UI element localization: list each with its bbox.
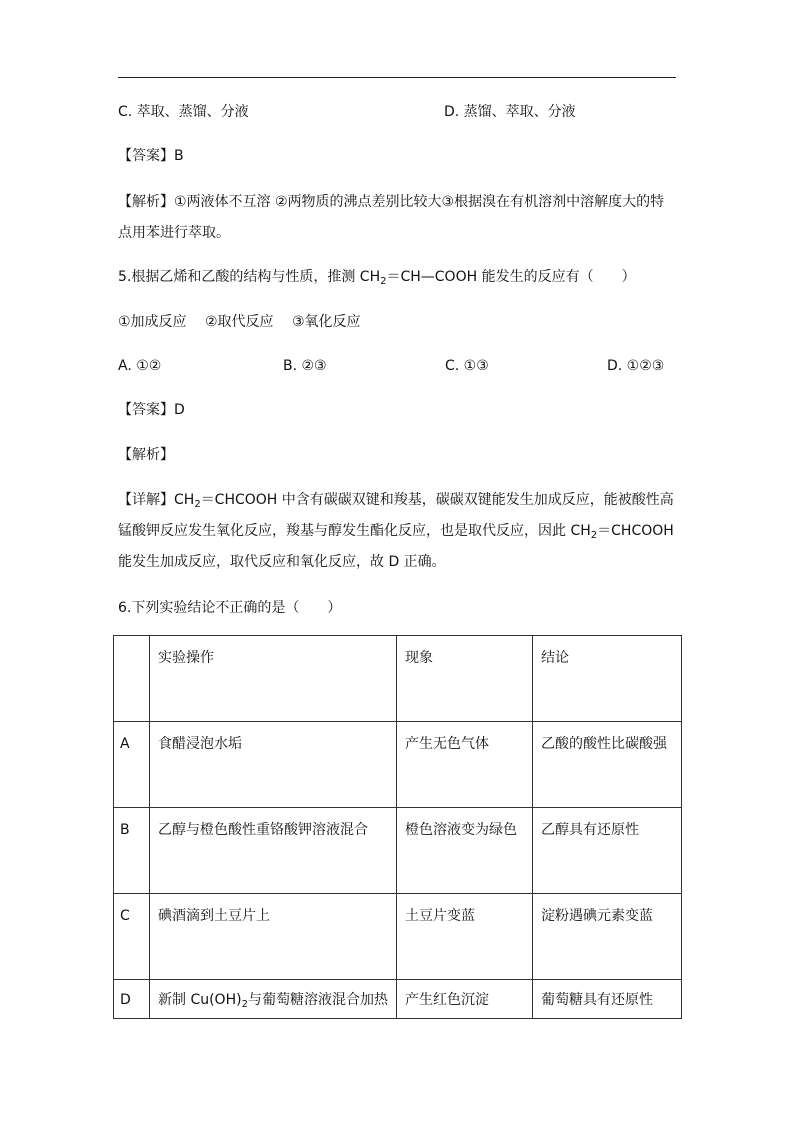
row-conclusion: 淀粉遇碘元素变蓝: [533, 894, 682, 980]
q5-answer: 【答案】D: [118, 402, 185, 418]
q5-option-a: A. ①②: [118, 358, 162, 374]
table-row: [114, 722, 682, 808]
q5-stem-part2: ＝CH—COOH 能发生的反应有（ ）: [386, 269, 636, 285]
q6-header-blank: [114, 636, 150, 722]
q5-stem-subscript: 2: [380, 276, 387, 287]
row-operation-subscript: 2: [241, 999, 248, 1010]
q4-option-d: D. 蒸馏、萃取、分液: [444, 104, 576, 120]
q6-header-operation: 实验操作: [150, 636, 397, 722]
table-row: [114, 894, 682, 980]
row-phenomenon: 土豆片变蓝: [397, 894, 533, 980]
row-operation-part1: 新制 Cu(OH): [158, 992, 242, 1008]
q5-option-b: B. ②③: [283, 358, 327, 374]
row-label: C: [114, 894, 150, 980]
q5-detail-line2-subscript: 2: [590, 530, 598, 541]
q5-detail-line1-part2: ＝CHCOOH 中含有碳碳双键和羧基，碳碳双键能发生加成反应，能被酸性高: [200, 492, 674, 508]
row-label: B: [114, 808, 150, 894]
q6-header-phenomenon: 现象: [397, 636, 533, 722]
q5-detail-line1-subscript: 2: [194, 499, 201, 510]
q5-detail-line2: [118, 521, 674, 541]
q5-stem-part1: 5.根据乙烯和乙酸的结构与性质，推测 CH: [118, 269, 381, 285]
row-conclusion: 葡萄糖具有还原性: [533, 980, 682, 1019]
q5-detail-line2-part1: 锰酸钾反应发生氧化反应，羧基与醇发生酯化反应，也是取代反应，因此 CH: [118, 523, 591, 539]
row-label: A: [114, 722, 150, 808]
table-row: [114, 808, 682, 894]
row-operation: 食醋浸泡水垢: [150, 722, 397, 808]
q5-choices-line: ①加成反应 ②取代反应 ③氧化反应: [118, 314, 361, 330]
q5-option-d: D. ①②③: [607, 358, 665, 374]
q5-detail-line1-part1: 【详解】CH: [118, 492, 195, 508]
q5-analysis: 【解析】: [118, 447, 174, 463]
q6-stem: 6.下列实验结论不正确的是（ ）: [118, 600, 342, 616]
row-label: D: [114, 980, 150, 1019]
q6-header-conclusion: 结论: [533, 636, 682, 722]
row-phenomenon: 产生红色沉淀: [397, 980, 533, 1019]
row-phenomenon: 产生无色气体: [397, 722, 533, 808]
row-conclusion: 乙酸的酸性比碳酸强: [533, 722, 682, 808]
q5-detail-line2-part2: ＝CHCOOH: [597, 523, 674, 539]
row-phenomenon: 橙色溶液变为绿色: [397, 808, 533, 894]
row-conclusion: 乙醇具有还原性: [533, 808, 682, 894]
q4-option-c: C. 萃取、蒸馏、分液: [118, 104, 249, 120]
row-operation: 碘酒滴到土豆片上: [150, 894, 397, 980]
q4-analysis-line2: 点用苯进行萃取。: [118, 225, 230, 241]
row-operation: 乙醇与橙色酸性重铬酸钾溶液混合: [150, 808, 397, 894]
q6-table-header-row: [114, 636, 682, 722]
q5-detail-line1: [118, 490, 674, 510]
row-operation: [150, 980, 397, 1019]
header-rule: [118, 77, 676, 78]
q5-detail-line3: 能发生加成反应，取代反应和氧化反应，故 D 正确。: [118, 554, 446, 570]
q4-answer: 【答案】B: [118, 148, 184, 164]
table-row: [114, 980, 682, 1019]
q5-stem: [118, 267, 636, 287]
q5-option-c: C. ①③: [445, 358, 489, 374]
row-operation-part2: 与葡萄糖溶液混合加热: [247, 992, 388, 1008]
q4-analysis-line1: 【解析】①两液体不互溶 ②两物质的沸点差别比较大③根据溴在有机溶剂中溶解度大的特: [118, 194, 665, 210]
q6-table: [113, 635, 682, 1019]
